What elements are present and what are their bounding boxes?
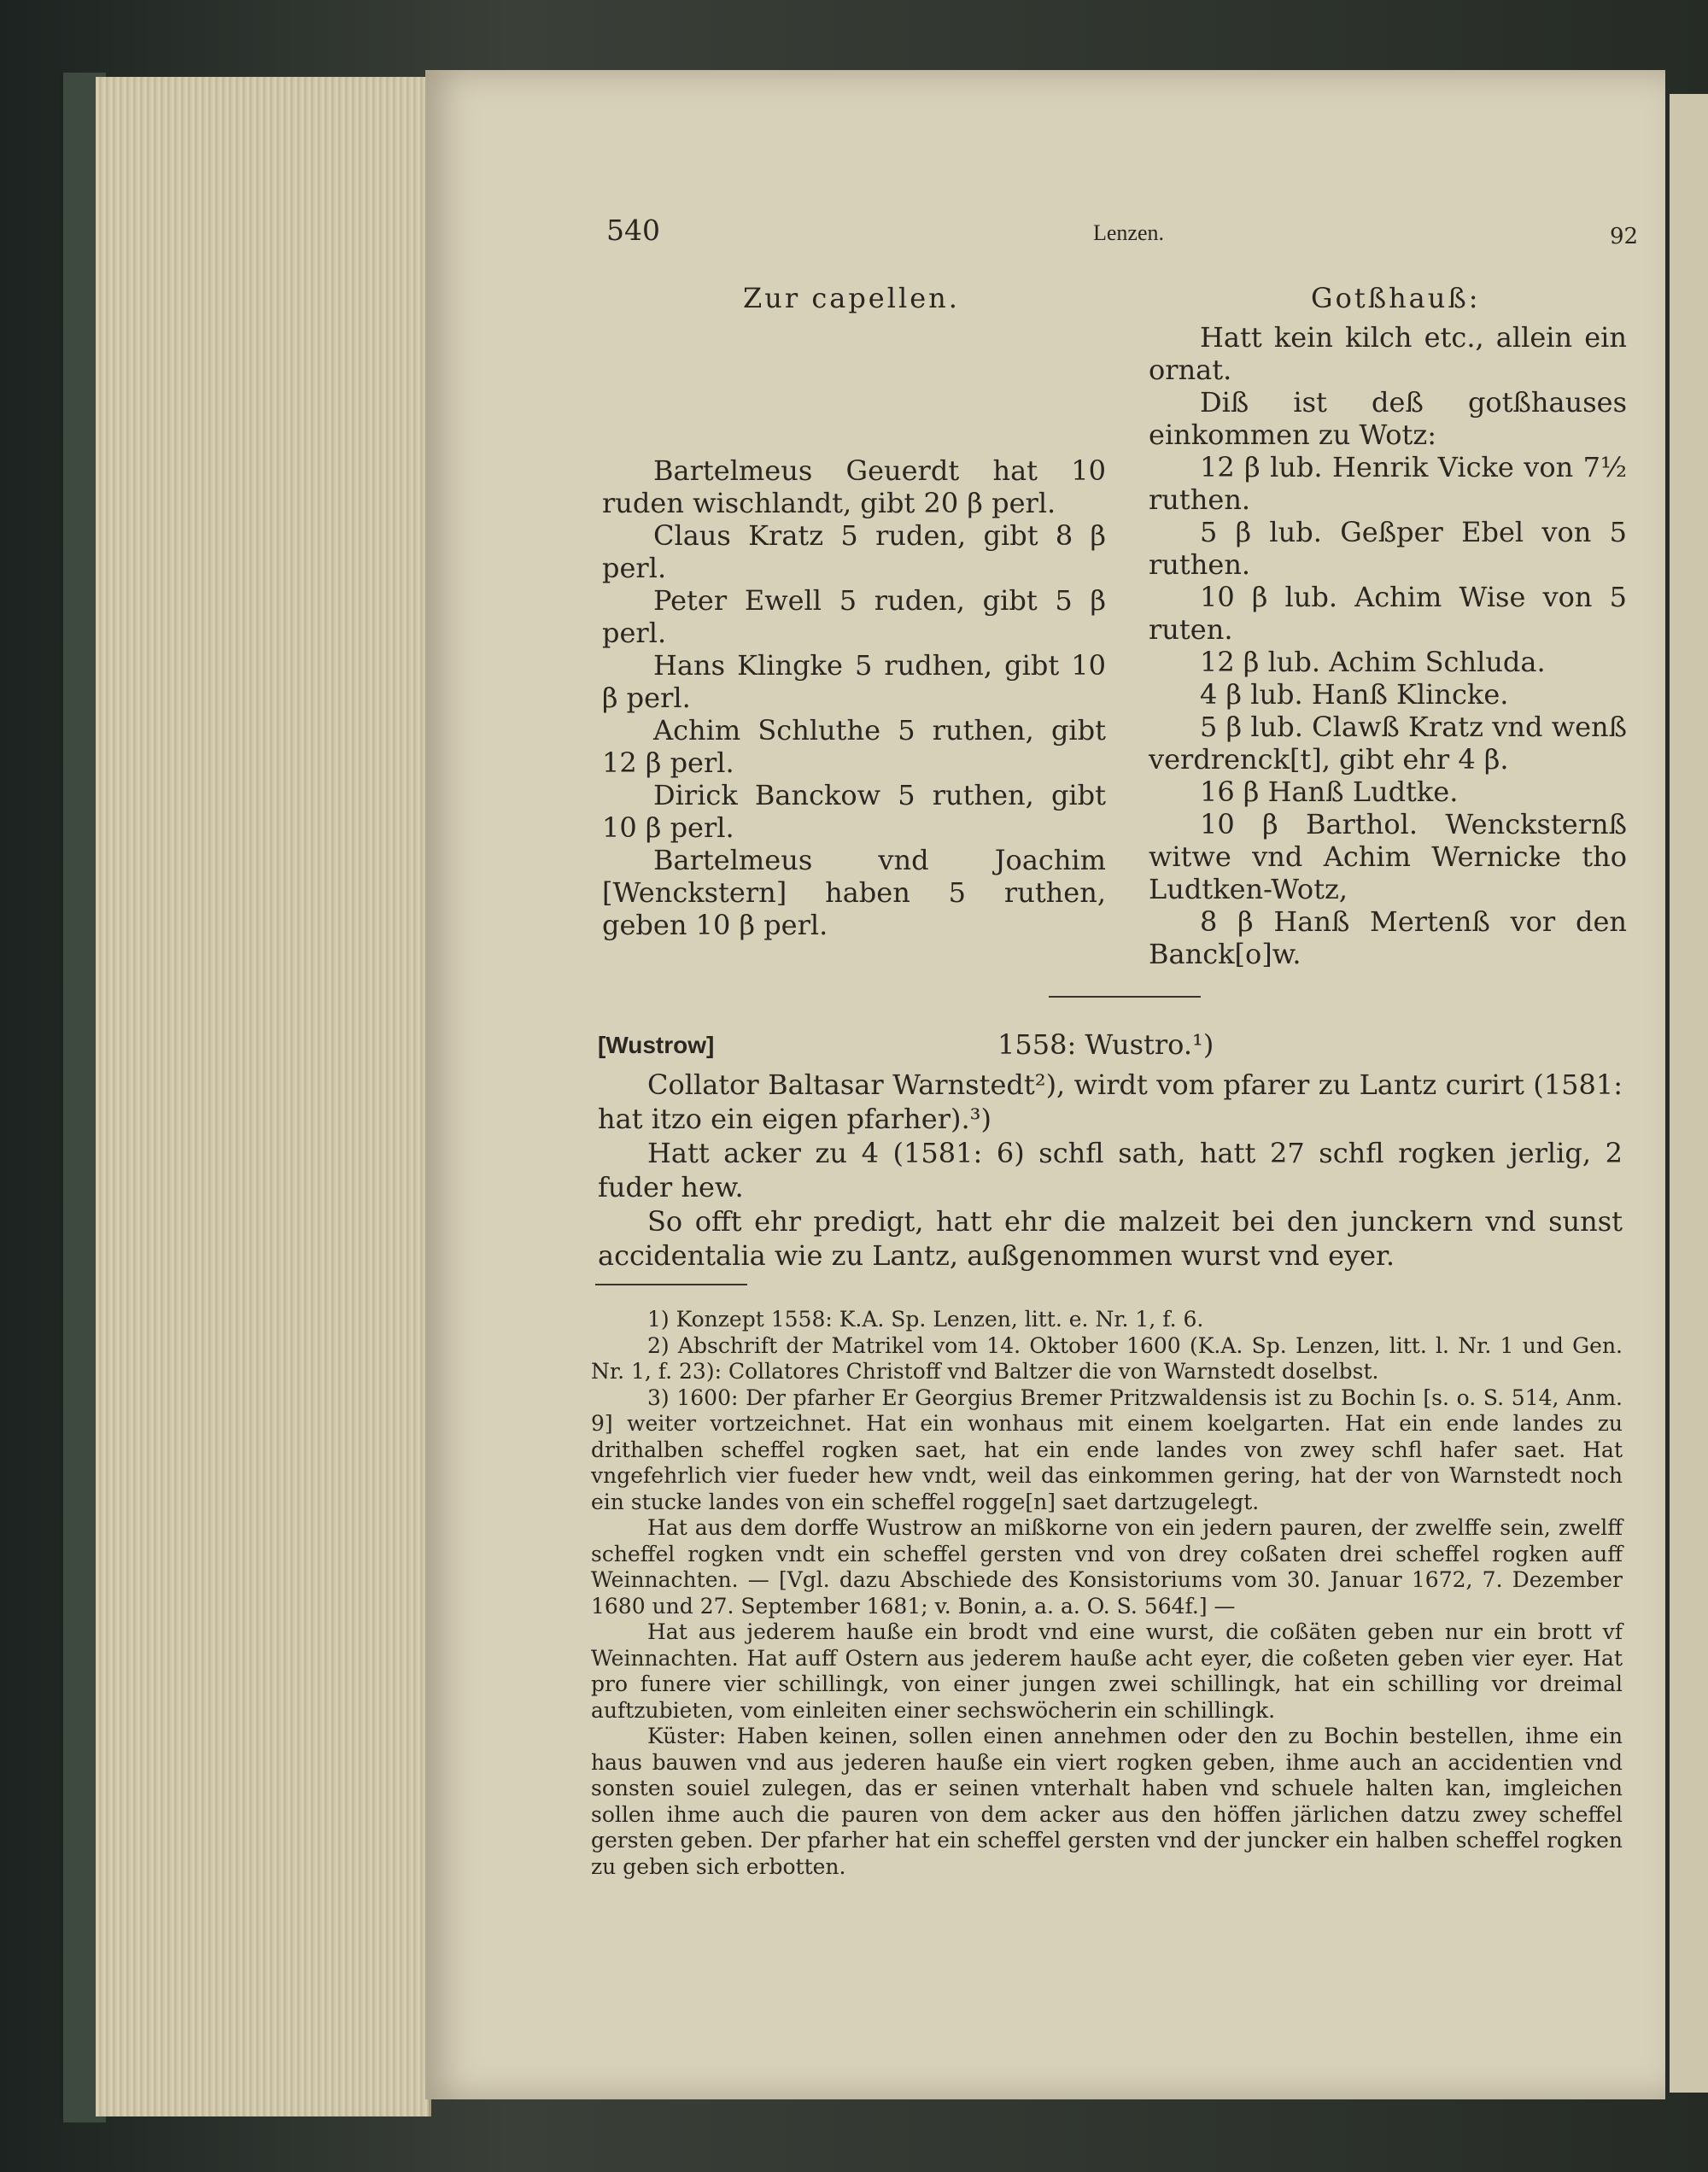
- right-paragraph: Hatt kein kilch etc., allein ein ornat.: [1149, 321, 1627, 386]
- right-paragraph: 12 β lub. Henrik Vicke von 7½ ruthen.: [1149, 451, 1627, 516]
- page-edges: [96, 77, 431, 2116]
- footnote: Hat aus dem dorffe Wustrow an mißkorne von ein jedern pauren, der zwelffe sein, zwelff scheffel rogken vndt ein scheffel gersten vnd von drey coßaten drei scheffel rogken auff Weinnachten. — [Vgl. dazu Abschiede des Konsistoriums vom 30. Januar 1672, 7. Dezember 1680 und 27. September 1681; v. Bonin, a. a. O. S. 564f.] —: [591, 1515, 1623, 1619]
- section-paragraph: So offt ehr predigt, hatt ehr die malzeit bei den junckern vnd sunst accidentalia wie zu Lantz, außgenommen wurst vnd eyer.: [598, 1205, 1623, 1272]
- right-paragraph: Diß ist deß gotßhauses einkommen zu Wotz:: [1149, 386, 1627, 451]
- footnote: Küster: Haben keinen, sollen einen annehmen oder den zu Bochin bestellen, ihme ein haus bauwen vnd aus jederen hauße ein viert rogken geben, ihme auch an accidentien vnd sonsten souiel zulegen, das er seinen vnterhalt haben vnd schuele halten kan, imgleichen sollen ihme auch die pauren von dem acker aus den höffen järlichen datzu zwey scheffel gersten geben. Der pfarher hat ein scheffel gersten vnd der juncker ein halben scheffel rogken zu geben sich erbotten.: [591, 1724, 1623, 1879]
- section-title: 1558: Wustro.¹): [997, 1028, 1214, 1061]
- left-paragraph: Dirick Banckow 5 ruthen, gibt 10 β perl.: [602, 779, 1106, 844]
- page-number: 540: [606, 214, 660, 247]
- next-page-edge: [1670, 94, 1708, 2093]
- footnote: 2) Abschrift der Matrikel vom 14. Oktober 1600 (K.A. Sp. Lenzen, litt. l. Nr. 1 und Gen. Nr. 1, f. 23): Collatores Christoff vnd Baltzer die von Warnstedt doselbst.: [591, 1332, 1623, 1384]
- right-paragraph: 10 β Barthol. Wencksternß witwe vnd Achim Wernicke tho Ludtken-Wotz,: [1149, 808, 1627, 905]
- left-paragraph: Claus Kratz 5 ruden, gibt 8 β perl.: [602, 519, 1106, 584]
- left-column-heading: Zur capellen.: [743, 282, 960, 314]
- right-paragraph: 16 β Hanß Ludtke.: [1200, 776, 1459, 808]
- right-paragraph: 5 β lub. Clawß Kratz vnd wenß verdrenck[t], gibt ehr 4 β.: [1149, 711, 1627, 776]
- footnotes: [591, 1307, 1623, 1880]
- left-paragraph: Achim Schluthe 5 ruthen, gibt 12 β perl.: [602, 714, 1106, 779]
- right-paragraph: 10 β lub. Achim Wise von 5 ruten.: [1149, 581, 1627, 646]
- left-paragraph: Bartelmeus vnd Joachim [Wenckstern] haben 5 ruthen, geben 10 β perl.: [602, 844, 1106, 941]
- right-paragraph: 4 β lub. Hanß Klincke.: [1200, 678, 1509, 711]
- running-head: Lenzen.: [1093, 220, 1165, 245]
- footnote: Hat aus jederem hauße ein brodt vnd eine wurst, die coßäten geben nur ein brott vf Weinnachten. Hat auff Ostern aus jederem hauße acht eyer, die coßeten geben vier eyer. Hat pro funere vier schillingk, von einer jungen zwei schillingk, hat ein schilling vor dreimal auftzubieten, vom einleiten einer sechswöcherin ein schillingk.: [591, 1619, 1623, 1723]
- left-paragraph: Bartelmeus Geuerdt hat 10 ruden wischlandt, gibt 20 β perl.: [602, 454, 1106, 519]
- section-label: [Wustrow]: [598, 1032, 715, 1058]
- footnote: 1) Konzept 1558: K.A. Sp. Lenzen, litt. e. Nr. 1, f. 6.: [647, 1307, 1204, 1332]
- section-body: [598, 1068, 1623, 1273]
- left-paragraph: Peter Ewell 5 ruden, gibt 5 β perl.: [602, 584, 1106, 649]
- section-divider: [1049, 996, 1201, 998]
- signature-mark: 92: [1610, 224, 1639, 249]
- right-paragraph: 12 β lub. Achim Schluda.: [1200, 646, 1546, 678]
- section-paragraph: Collator Baltasar Warnstedt²), wirdt vom pfarer zu Lantz curirt (1581: hat itzo ein eigen pfarher).³): [598, 1068, 1623, 1135]
- left-column: [602, 454, 1106, 941]
- right-column-heading: Gotßhauß:: [1311, 282, 1481, 314]
- right-column: [1149, 321, 1627, 970]
- footnote: 3) 1600: Der pfarher Er Georgius Bremer Pritzwaldensis ist zu Bochin [s. o. S. 514, Anm. 9] weiter vortzeichnet. Hat ein wonhaus mit einem koelgarten. Hat ein ende landes zu drithalben scheffel rogken saet, hat ein ende landes von zwey schfl hafer saet. Hat vngefehrlich vier fueder hew vndt, weil das einkommen gering, hat der von Warnstedt noch ein stucke landes von ein scheffel rogge[n] saet dartzugelegt.: [591, 1385, 1623, 1514]
- right-paragraph: 8 β Hanß Mertenß vor den Banck[o]w.: [1149, 905, 1627, 970]
- left-paragraph: Hans Klingke 5 rudhen, gibt 10 β perl.: [602, 649, 1106, 714]
- footnote-divider: [595, 1284, 747, 1285]
- right-paragraph: 5 β lub. Geßper Ebel von 5 ruthen.: [1149, 516, 1627, 581]
- section-paragraph: Hatt acker zu 4 (1581: 6) schfl sath, hatt 27 schfl rogken jerlig, 2 fuder hew.: [598, 1137, 1623, 1203]
